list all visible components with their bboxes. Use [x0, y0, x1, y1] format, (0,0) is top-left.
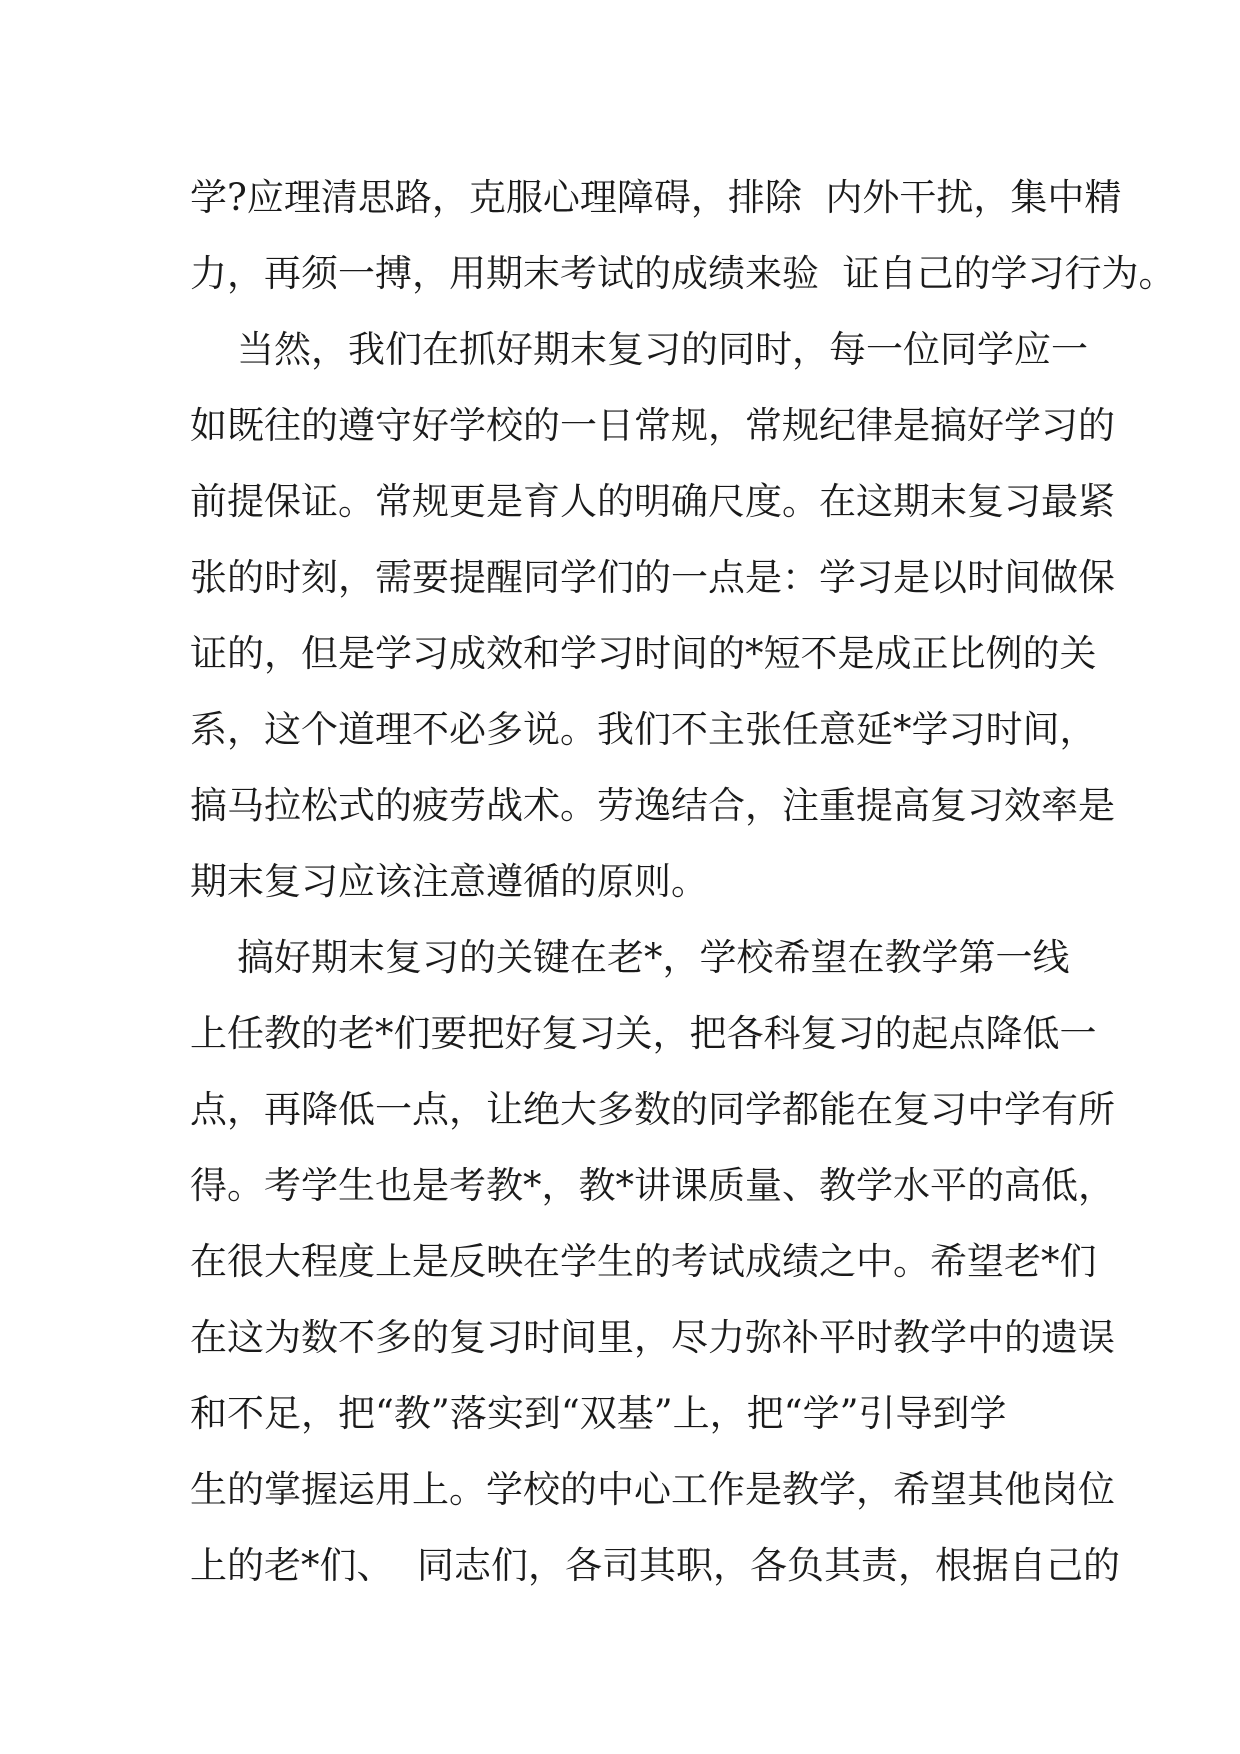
- text-line: 生的掌握运用上。学校的中心工作是教学，希望其他岗位: [190, 1468, 1115, 1511]
- text-line: 上任教的老*们要把好复习关，把各科复习的起点降低一: [190, 1012, 1097, 1055]
- text-line: 学?应理清思路，克服心理障碍，排除 内外干扰，集中精: [190, 176, 1122, 219]
- text-line: 点，再降低一点，让绝大多数的同学都能在复习中学有所: [190, 1088, 1115, 1131]
- text-line: 系，这个道理不必多说。我们不主张任意延*学习时间，: [190, 708, 1097, 751]
- text-line: 在这为数不多的复习时间里，尽力弥补平时教学中的遗误: [190, 1316, 1115, 1359]
- text-line: 张的时刻，需要提醒同学们的一点是：学习是以时间做保: [190, 556, 1115, 599]
- text-line: 搞马拉松式的疲劳战术。劳逸结合，注重提高复习效率是: [190, 784, 1115, 827]
- text-line: 得。考学生也是考教*，教*讲课质量、教学水平的高低，: [190, 1164, 1115, 1207]
- text-line: 和不足，把“教”落实到“双基”上，把“学”引导到学: [190, 1392, 1007, 1435]
- body-text: [190, 160, 1176, 1604]
- text-line: 力，再须一搏，用期末考试的成绩来验 证自己的学习行为。: [190, 252, 1176, 295]
- text-line: 前提保证。常规更是育人的明确尺度。在这期末复习最紧: [190, 480, 1115, 523]
- text-line: 如既往的遵守好学校的一日常规，常规纪律是搞好学习的: [190, 404, 1115, 447]
- text-line: 证的，但是学习成效和学习时间的*短不是成正比例的关: [190, 632, 1097, 675]
- text-line: 期末复习应该注意遵循的原则。: [190, 860, 708, 903]
- paragraph-start-line: 搞好期末复习的关键在老*，学校希望在教学第一线: [190, 936, 1070, 979]
- paragraph-start-line: 当然，我们在抓好期末复习的同时，每一位同学应一: [190, 328, 1089, 371]
- text-line: 在很大程度上是反映在学生的考试成绩之中。希望老*们: [190, 1240, 1097, 1283]
- text-line: 上的老*们、 同志们，各司其职，各负其责，根据自己的: [190, 1544, 1121, 1587]
